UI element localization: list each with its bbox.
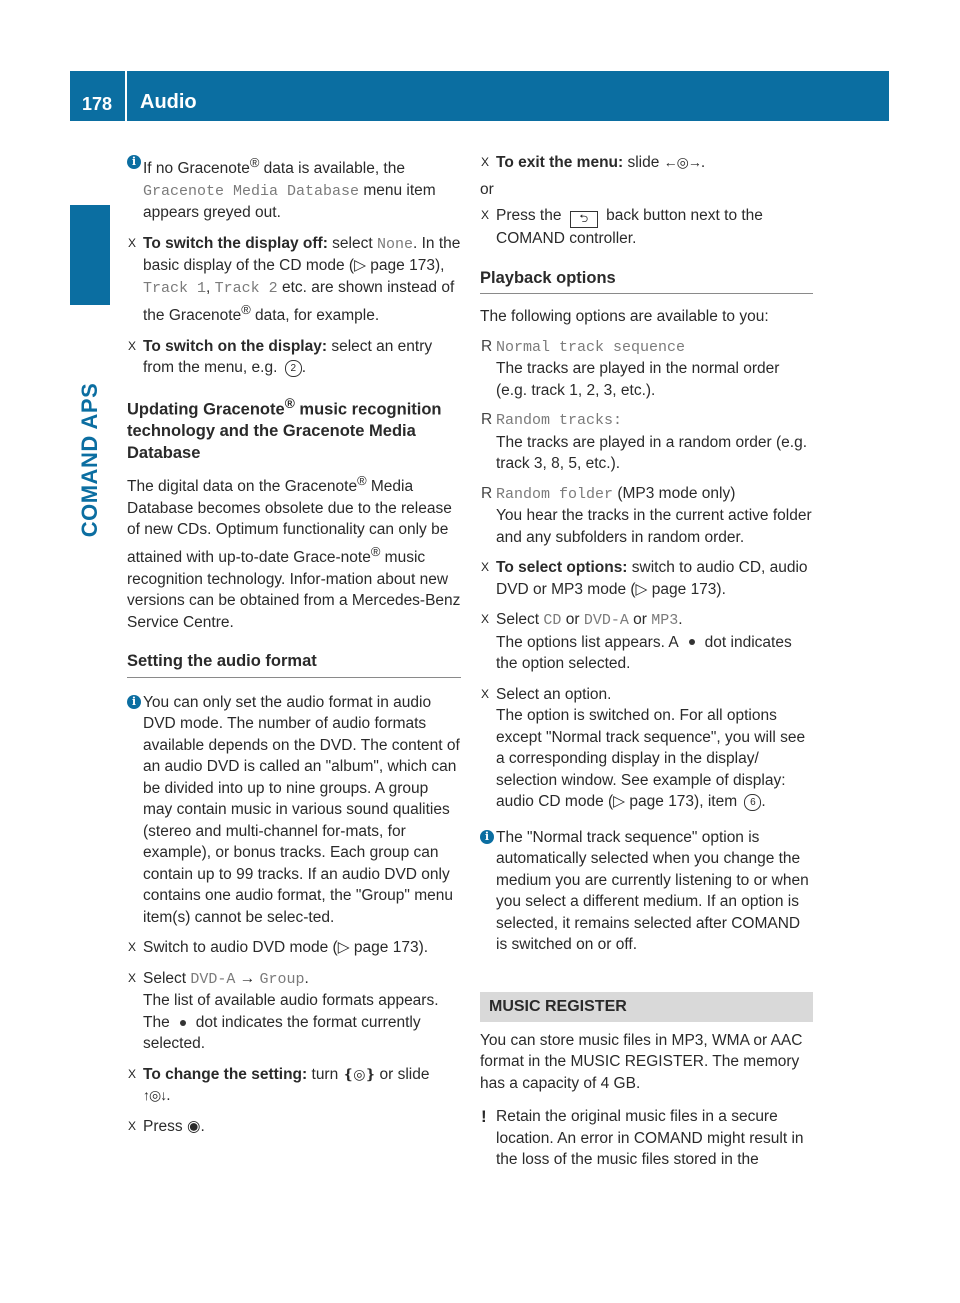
chapter-label: COMAND APS (77, 382, 102, 538)
option-desc: The tracks are played in a random order (e.g. track 3, 8, 5, etc.). (496, 433, 808, 472)
back-button-icon: ⮌ (570, 211, 598, 228)
info-note (480, 827, 813, 956)
instruction-step (127, 937, 461, 959)
info-icon: i (480, 830, 494, 844)
step-heading: To switch the display off: (143, 234, 328, 252)
arrow-icon: → (239, 969, 256, 987)
list-item (480, 483, 813, 549)
step-arrow-icon: X (128, 1066, 137, 1081)
instruction-step (480, 609, 813, 675)
step-arrow-icon: X (481, 612, 490, 626)
text: back button next to the COMAND controller. (496, 207, 763, 247)
menu-item-name: Gracenote Media Database (143, 182, 360, 200)
left-column (127, 152, 461, 1137)
text: Select (143, 969, 191, 987)
text: If no Gracenote (143, 160, 250, 178)
dot-icon (180, 1020, 186, 1026)
text: menu item appears greyed out. (143, 181, 436, 222)
option-desc: You hear the tracks in the current active folder and any subfolders in random order. (496, 507, 812, 546)
menu-item-name: CD (543, 612, 562, 629)
slide-controller-icon: ←◎→ (663, 154, 701, 170)
registered-mark: ® (249, 155, 260, 170)
text: select an entry from the menu, e.g. (143, 337, 433, 377)
list-item (480, 409, 813, 475)
bullet-icon: R (481, 411, 493, 428)
registered-mark: ® (241, 302, 251, 318)
text: etc. are shown instead of the Gracenote (143, 278, 455, 325)
menu-item-name: DVD-A (190, 970, 236, 988)
section-title: Audio (140, 91, 197, 113)
item-number-icon: 2 (285, 360, 302, 377)
text: Select an option. (496, 685, 612, 703)
text: Switch to audio DVD mode ( (143, 939, 338, 957)
text: or slide (375, 1065, 430, 1083)
text: The options list appears. A (496, 633, 679, 651)
info-note (127, 692, 461, 929)
text: . (301, 359, 307, 377)
option-desc: The tracks are played in the normal order (e.g. track 1, 2, 3, etc.). (496, 360, 780, 399)
step-heading: To switch on the display: (143, 337, 328, 355)
text: . (304, 969, 309, 987)
bullet-icon: R (481, 337, 493, 355)
menu-item-name: MP3 (651, 612, 679, 629)
step-arrow-icon: X (128, 1118, 137, 1133)
page-ref-icon: ▷ (613, 793, 626, 810)
slide-controller-icon: ↑◎↓ (143, 1087, 167, 1104)
option-name: Random tracks: (496, 412, 623, 429)
text: slide (623, 154, 664, 171)
info-icon: i (127, 155, 141, 169)
music-register-heading: MUSIC REGISTER (480, 992, 813, 1022)
step-heading: To exit the menu: (496, 154, 624, 171)
page-ref-icon: ▷ (337, 939, 350, 957)
dot-icon (689, 639, 695, 645)
page-header (70, 71, 889, 121)
instruction-step (480, 684, 813, 813)
text: select (327, 234, 377, 252)
step-arrow-icon: X (481, 560, 490, 574)
page-ref-icon: ▷ (635, 580, 648, 598)
paragraph: The digital data on the Gracenote® Media Database becomes obsolete due to the release of new CDs. Optimum functionality can only be attained with up-to-date Grace-note® music recognition technology. Infor-mation about new versions can be obtained from a Mercedes-Benz Service Centre. (127, 473, 461, 631)
text: page 173). (349, 939, 429, 957)
text: or (561, 611, 584, 628)
info-icon: i (127, 695, 141, 709)
step-arrow-icon: X (128, 235, 137, 250)
text: page 173), item (625, 793, 742, 810)
menu-item-name: Track 1 (143, 279, 207, 297)
text: The list of available audio formats appears. The (143, 992, 439, 1031)
text: or (628, 611, 652, 628)
text: (MP3 mode only) (613, 484, 736, 502)
menu-item-name: None (376, 235, 413, 253)
step-arrow-icon: X (128, 970, 137, 985)
menu-item-name: Track 2 (214, 279, 278, 297)
instruction-step (480, 205, 813, 250)
instruction-step (127, 1116, 461, 1138)
step-arrow-icon: X (128, 940, 137, 955)
text: The option is switched on. For all options except "Normal track sequence", you will see a corresponding display in the display/ selection window. See example of display: audio CD mode ( (496, 707, 806, 810)
warning-icon: ! (481, 1107, 487, 1126)
text: . (761, 793, 766, 810)
step-heading: To select options: (496, 559, 628, 576)
step-heading: To change the setting: (143, 1065, 308, 1083)
page-ref-icon: ▷ (354, 257, 366, 275)
item-number-icon: 6 (744, 794, 761, 811)
press-controller-icon: ◉ (186, 1117, 201, 1135)
instruction-step (127, 968, 461, 1055)
instruction-step (127, 233, 461, 327)
info-note (127, 152, 461, 224)
text: Press (143, 1117, 187, 1135)
text: Select (496, 611, 544, 628)
or-text: or (480, 180, 494, 198)
instruction-step (480, 152, 813, 174)
text: , (206, 278, 215, 296)
text: turn (307, 1065, 343, 1083)
step-arrow-icon: X (481, 686, 490, 701)
text: . (700, 154, 706, 171)
warning-text: Retain the original music files in a secure location. An error in COMAND might result in the loss of the music files stored in the (496, 1108, 804, 1168)
instruction-step (127, 1064, 461, 1107)
text: data, for example. (250, 307, 380, 325)
menu-item-name: Group (259, 970, 305, 988)
text: . In the basic display of the CD mode ( (143, 234, 461, 275)
heading-audio-format: Setting the audio format (127, 651, 461, 678)
warning-note (480, 1106, 813, 1171)
side-tab (70, 205, 110, 305)
text: Press the (496, 207, 566, 224)
heading-playback-options: Playback options (480, 268, 813, 295)
option-name: Random folder (496, 485, 614, 503)
list-item (480, 336, 813, 402)
paragraph: You can store music files in MP3, WMA or AAC format in the MUSIC REGISTER. The memory has a capacity of 4 GB. (480, 1031, 803, 1092)
text: . (166, 1087, 171, 1105)
turn-controller-icon: ❴◎❵ (342, 1065, 376, 1082)
text: switch to audio CD, audio DVD or MP3 mode ( (496, 559, 808, 598)
paragraph: The following options are available to you: (480, 308, 769, 325)
text: . (678, 611, 683, 628)
text: page 173), (366, 257, 445, 275)
note-text: The "Normal track sequence" option is automatically selected when you change the medium you are currently listening to or when you select a different medium. If an option is selected, it remains selected after COMAND is switched on or off. (496, 828, 809, 953)
instruction-step (127, 336, 461, 379)
text: data is available, the (259, 160, 405, 178)
step-arrow-icon: X (128, 338, 137, 353)
option-name: Normal track sequence (496, 338, 686, 356)
instruction-step (480, 557, 813, 600)
text: page 173). (647, 580, 726, 598)
step-arrow-icon: X (481, 208, 490, 222)
bullet-icon: R (481, 484, 493, 502)
header-divider (125, 71, 127, 121)
page-number: 178 (82, 94, 113, 114)
text: dot indicates the option selected. (496, 633, 792, 672)
subheading-update: Updating Gracenote® music recognition technology and the Gracenote Media Database (127, 395, 442, 463)
step-arrow-icon: X (481, 155, 490, 169)
note-text: You can only set the audio format in audio DVD mode. The number of audio formats available depends on the DVD. The content of an audio DVD is called an "album", which can be divided into up to nine groups. A group may contain music in various sound qualities (stereo and multi-channel for-mats, for example), or bonus tracks. Each group can contain up to 99 tracks. If an audio DVD only contains one audio format, the "Group" menu item(s) cannot be selec-ted. (143, 693, 460, 926)
right-column (480, 152, 813, 1171)
menu-item-name: DVD-A (583, 612, 629, 629)
text: . (200, 1117, 205, 1135)
text: dot indicates the format currently selected. (143, 1013, 421, 1053)
